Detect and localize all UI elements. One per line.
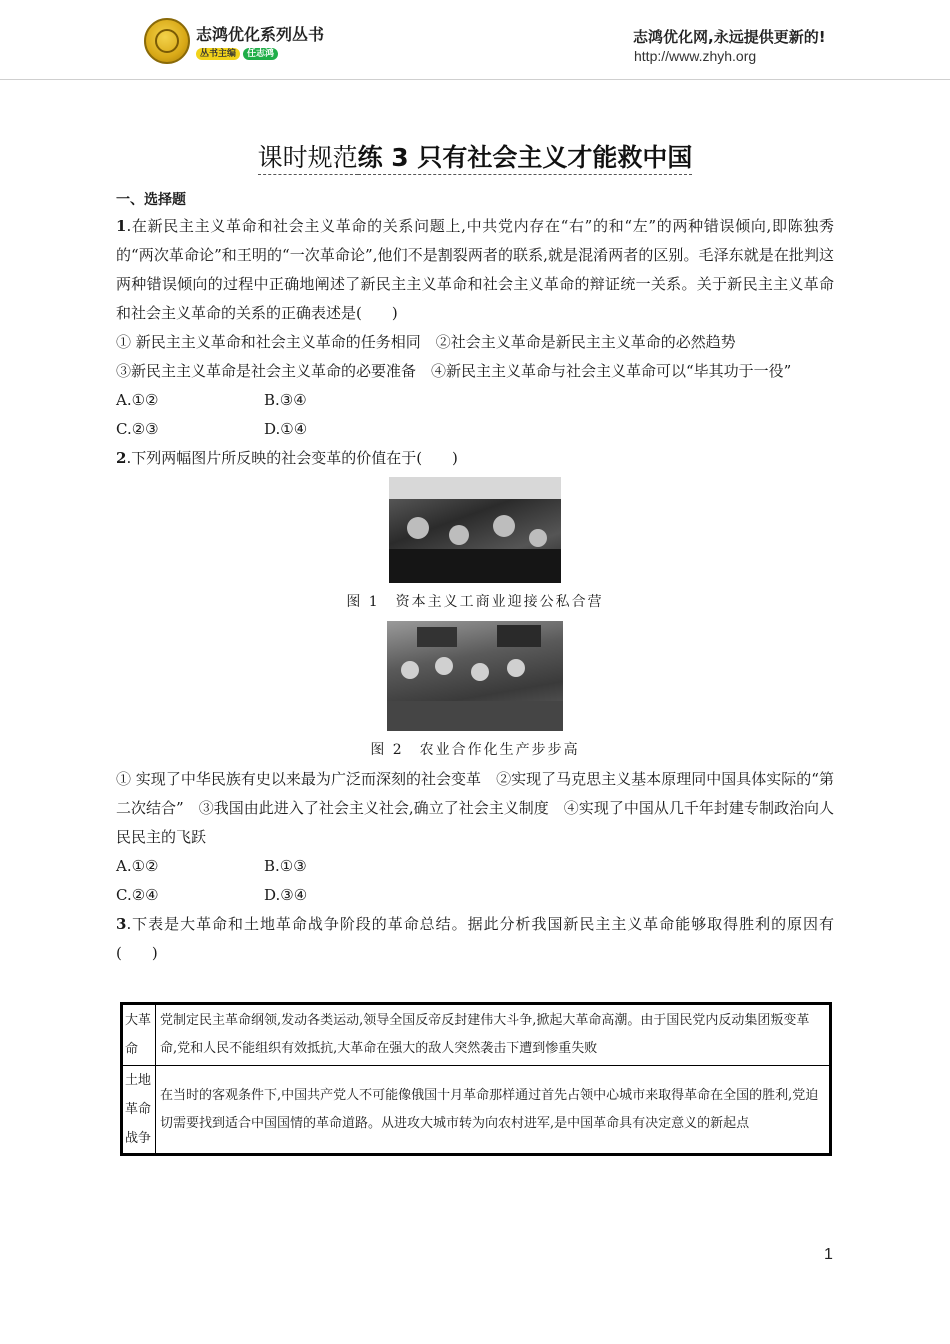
question-3-stem [116,910,925,968]
question-2-stem [116,444,834,473]
question-3-text: .下表是大革命和土地革命战争阶段的革命总结。据此分析我国新民主主义革命能够取得胜利的原因有 ( ) [116,915,925,962]
figure-2-flag [417,627,457,647]
figure-1-face [493,515,515,537]
brand-editor-label: 丛书主编 [196,48,240,60]
question-1-items-line2: ③新民主主义革命是社会主义革命的必要准备 ④新民主主义革命与社会主义革命可以“毕其功于一役” [116,362,792,380]
section-heading: 一、选择题 [116,192,186,208]
question-2-text: .下列两幅图片所反映的社会变革的价值在于( ) [126,449,458,467]
option-a[interactable]: A.①② [116,391,159,409]
figure-2-face [471,663,489,681]
brand-editor [196,46,281,59]
question-1-options-row2 [116,415,834,444]
option-b[interactable]: B.③④ [264,391,307,409]
figure-1-crowd [389,549,561,583]
figure-2 [116,621,834,765]
figure-1 [116,477,834,617]
question-3-number: 3 [116,915,127,933]
question-1-number: 1 [116,217,127,235]
option-d[interactable]: D.③④ [264,886,308,904]
page-title-part2: 练 3 只有社会主义才能救中国 [358,143,693,175]
figure-1-photo [389,477,561,583]
question-2-options-row2 [116,881,834,910]
figure-2-flag [497,625,541,647]
page-title [0,138,950,174]
option-d[interactable]: D.①④ [264,420,308,438]
figure-1-face [449,525,469,545]
brand-title: 志鸿优化系列丛书 [196,25,325,44]
table-summary-cell: 党制定民主革命纲领,发动各类运动,领导全国反帝反封建伟大斗争,掀起大革命高潮。由于国民党内反动集团叛变革命,党和人民不能组织有效抵抗,大革命在强大的敌人突然袭击下遭到惨重失败 [156,1004,831,1066]
header-divider [0,79,950,80]
question-2-items: ① 实现了中华民族有史以来最为广泛而深刻的社会变革 ②实现了马克思主义基本原理同中国具体实际的“第二次结合” ③我国由此进入了社会主义社会,确立了社会主义制度 ④实现了中国从几千年封建专制政治向人民民主的飞跃 [116,770,834,846]
figure-1-face [407,517,429,539]
figure-1-face [529,529,547,547]
option-c[interactable]: C.②④ [116,886,159,904]
brand-logo-icon [144,18,190,64]
brand-editor-name: 任志鸿 [243,48,278,60]
table-stage-cell: 大革命 [122,1004,156,1066]
page-number: 1 [824,1246,833,1263]
question-1-options-row1 [116,386,834,415]
table-stage-cell: 土地革命战争 [122,1066,156,1155]
page-title-part1: 课时规范 [258,143,358,175]
figure-2-photo [387,621,563,731]
figure-1-caption: 图 1 资本主义工商业迎接公私合营 [346,594,604,610]
option-a[interactable]: A.①② [116,857,159,875]
figure-2-caption: 图 2 农业合作化生产步步高 [370,742,580,758]
table-row [122,1066,831,1155]
question-1-items-line1: ① 新民主主义革命和社会主义革命的任务相同 ②社会主义革命是新民主主义革命的必然趋势 [116,333,736,351]
question-2-number: 2 [116,449,127,467]
table-row [122,1004,831,1066]
option-b[interactable]: B.①③ [264,857,307,875]
option-c[interactable]: C.②③ [116,420,159,438]
site-url[interactable]: http://www.zhyh.org [634,48,757,64]
figure-2-harvest [387,701,563,731]
page-header [0,0,950,80]
question-1-text: .在新民主主义革命和社会主义革命的关系问题上,中共党内存在“右”的和“左”的两种错误倾向,即陈独秀的“两次革命论”和王明的“一次革命论”,他们不是割裂两者的联系,就是混淆两者的区别。毛泽东就是在批判这两种错误倾向的过程中正确地阐述了新民主主义革命和社会主义革命的辩证统一关系。关于新民主主义革命和社会主义革命的关系的正确表述是( ) [116,217,834,322]
question-2-options-row1 [116,852,834,881]
figure-2-face [401,661,419,679]
question-1-stem [116,212,834,328]
revolution-summary-table [120,1002,832,1156]
site-slogan: 志鸿优化网,永远提供更新的! [633,28,826,46]
figure-1-banner [389,477,561,499]
main-content [116,188,925,1156]
figure-2-face [435,657,453,675]
figure-2-face [507,659,525,677]
table-summary-cell: 在当时的客观条件下,中国共产党人不可能像俄国十月革命那样通过首先占领中心城市来取得革命在全国的胜利,党迫切需要找到适合中国国情的革命道路。从进攻大城市转为向农村进军,是中国革命具有决定意义的新起点 [156,1066,831,1155]
